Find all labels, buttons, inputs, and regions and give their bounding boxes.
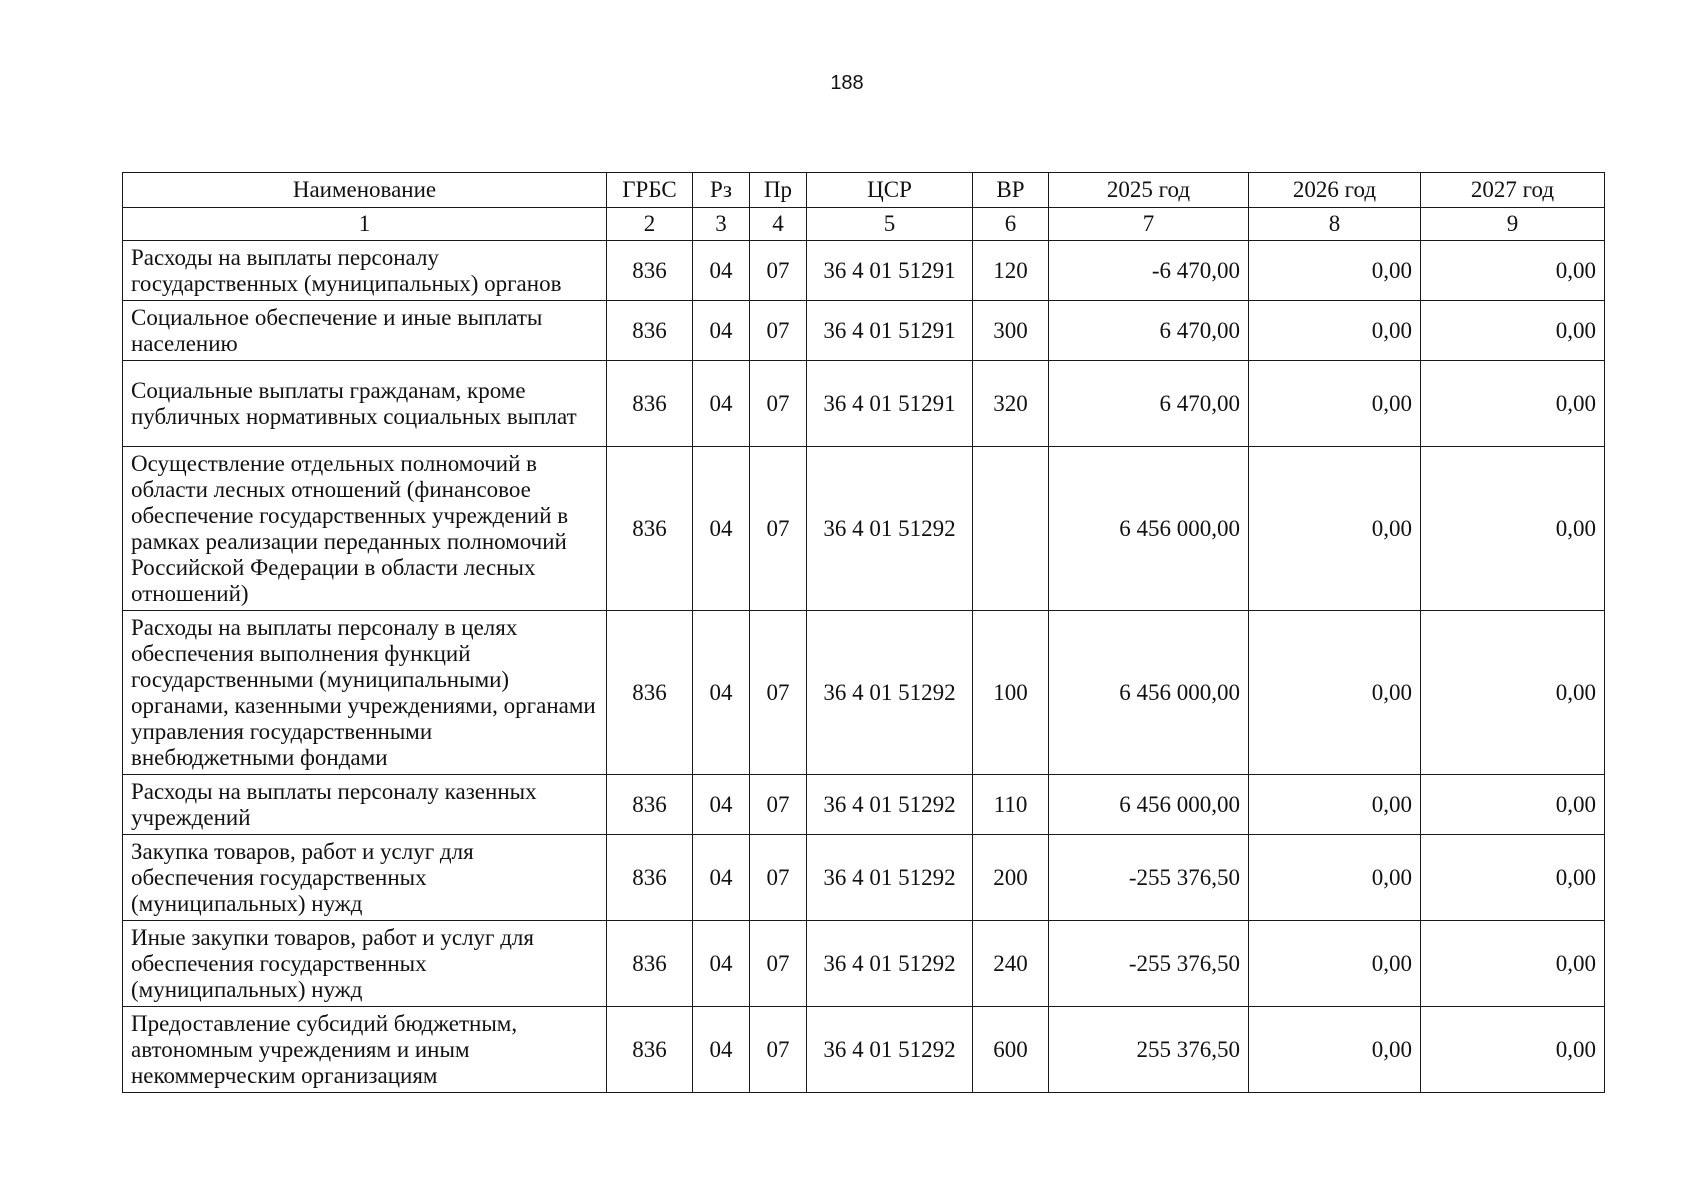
cell-csr: 36 4 01 51292	[807, 921, 973, 1007]
cell-pr: 07	[750, 361, 807, 447]
cell-rz: 04	[693, 921, 750, 1007]
cell-2027: 0,00	[1421, 1007, 1605, 1093]
header-grbs: ГРБС	[607, 173, 693, 208]
cell-rz: 04	[693, 611, 750, 775]
cell-rz: 04	[693, 361, 750, 447]
table-row	[123, 361, 1605, 447]
cell-name: Осуществление отдельных полномочий в области лесных отношений (финансовое обеспечение государственных учреждений в рамках реализации переданных полномочий Российской Федерации в области лесных отношений)	[123, 447, 607, 611]
cell-pr: 07	[750, 921, 807, 1007]
header-csr: ЦСР	[807, 173, 973, 208]
cell-2025: 6 470,00	[1049, 361, 1249, 447]
cell-vr: 110	[973, 775, 1049, 835]
column-number: 8	[1249, 208, 1421, 241]
table-row	[123, 447, 1605, 611]
cell-2026: 0,00	[1249, 611, 1421, 775]
table-body	[123, 241, 1605, 1093]
table-row	[123, 611, 1605, 775]
cell-vr: 600	[973, 1007, 1049, 1093]
cell-rz: 04	[693, 447, 750, 611]
cell-csr: 36 4 01 51292	[807, 1007, 973, 1093]
cell-2026: 0,00	[1249, 361, 1421, 447]
table-row	[123, 301, 1605, 361]
cell-2026: 0,00	[1249, 241, 1421, 301]
cell-name: Закупка товаров, работ и услуг для обеспечения государственных (муниципальных) нужд	[123, 835, 607, 921]
column-number-row	[123, 208, 1605, 241]
cell-grbs: 836	[607, 611, 693, 775]
cell-2025: 6 456 000,00	[1049, 611, 1249, 775]
header-2025: 2025 год	[1049, 173, 1249, 208]
cell-rz: 04	[693, 835, 750, 921]
table-row	[123, 921, 1605, 1007]
cell-grbs: 836	[607, 301, 693, 361]
cell-vr: 320	[973, 361, 1049, 447]
cell-pr: 07	[750, 611, 807, 775]
cell-2027: 0,00	[1421, 921, 1605, 1007]
table-row	[123, 775, 1605, 835]
header-2026: 2026 год	[1249, 173, 1421, 208]
cell-rz: 04	[693, 301, 750, 361]
cell-2025: 6 456 000,00	[1049, 775, 1249, 835]
cell-2027: 0,00	[1421, 241, 1605, 301]
cell-name: Социальные выплаты гражданам, кроме публичных нормативных социальных выплат	[123, 361, 607, 447]
cell-2026: 0,00	[1249, 301, 1421, 361]
column-number: 9	[1421, 208, 1605, 241]
cell-2027: 0,00	[1421, 361, 1605, 447]
cell-pr: 07	[750, 241, 807, 301]
cell-name: Расходы на выплаты персоналу в целях обеспечения выполнения функций государственными (муниципальными) органами, казенными учреждениями, органами управления государственными внебюджетными фондами	[123, 611, 607, 775]
cell-csr: 36 4 01 51292	[807, 835, 973, 921]
cell-rz: 04	[693, 1007, 750, 1093]
cell-2025: 6 456 000,00	[1049, 447, 1249, 611]
cell-2027: 0,00	[1421, 301, 1605, 361]
cell-vr: 120	[973, 241, 1049, 301]
cell-2025: 6 470,00	[1049, 301, 1249, 361]
cell-name: Расходы на выплаты персоналу казенных учреждений	[123, 775, 607, 835]
cell-2026: 0,00	[1249, 1007, 1421, 1093]
header-name: Наименование	[123, 173, 607, 208]
column-number: 1	[123, 208, 607, 241]
cell-2026: 0,00	[1249, 447, 1421, 611]
cell-grbs: 836	[607, 921, 693, 1007]
cell-grbs: 836	[607, 447, 693, 611]
table-row	[123, 835, 1605, 921]
cell-2025: -255 376,50	[1049, 921, 1249, 1007]
cell-2026: 0,00	[1249, 835, 1421, 921]
cell-vr: 300	[973, 301, 1049, 361]
cell-pr: 07	[750, 775, 807, 835]
header-vr: ВР	[973, 173, 1049, 208]
table-row	[123, 1007, 1605, 1093]
cell-pr: 07	[750, 835, 807, 921]
cell-grbs: 836	[607, 361, 693, 447]
page-number: 188	[830, 72, 864, 94]
cell-name: Социальное обеспечение и иные выплаты населению	[123, 301, 607, 361]
column-number: 4	[750, 208, 807, 241]
table-row	[123, 241, 1605, 301]
cell-grbs: 836	[607, 775, 693, 835]
cell-2025: 255 376,50	[1049, 1007, 1249, 1093]
cell-vr: 240	[973, 921, 1049, 1007]
header-pr: Пр	[750, 173, 807, 208]
cell-pr: 07	[750, 1007, 807, 1093]
column-number: 6	[973, 208, 1049, 241]
cell-name: Предоставление субсидий бюджетным, автономным учреждениям и иным некоммерческим организациям	[123, 1007, 607, 1093]
cell-vr: 200	[973, 835, 1049, 921]
cell-csr: 36 4 01 51292	[807, 447, 973, 611]
cell-grbs: 836	[607, 241, 693, 301]
cell-2027: 0,00	[1421, 835, 1605, 921]
column-number: 5	[807, 208, 973, 241]
cell-2025: -6 470,00	[1049, 241, 1249, 301]
column-number: 3	[693, 208, 750, 241]
cell-csr: 36 4 01 51291	[807, 301, 973, 361]
cell-name: Иные закупки товаров, работ и услуг для обеспечения государственных (муниципальных) нужд	[123, 921, 607, 1007]
column-number: 7	[1049, 208, 1249, 241]
cell-csr: 36 4 01 51292	[807, 775, 973, 835]
header-row	[123, 173, 1605, 208]
cell-csr: 36 4 01 51291	[807, 241, 973, 301]
table-header	[123, 173, 1605, 241]
cell-2027: 0,00	[1421, 775, 1605, 835]
header-rz: Рз	[693, 173, 750, 208]
cell-rz: 04	[693, 775, 750, 835]
cell-2027: 0,00	[1421, 611, 1605, 775]
cell-2025: -255 376,50	[1049, 835, 1249, 921]
header-2027: 2027 год	[1421, 173, 1605, 208]
cell-pr: 07	[750, 447, 807, 611]
cell-grbs: 836	[607, 1007, 693, 1093]
cell-grbs: 836	[607, 835, 693, 921]
cell-name: Расходы на выплаты персоналу государственных (муниципальных) органов	[123, 241, 607, 301]
cell-rz: 04	[693, 241, 750, 301]
cell-csr: 36 4 01 51292	[807, 611, 973, 775]
column-number: 2	[607, 208, 693, 241]
cell-2026: 0,00	[1249, 775, 1421, 835]
cell-2026: 0,00	[1249, 921, 1421, 1007]
cell-2027: 0,00	[1421, 447, 1605, 611]
budget-table	[122, 172, 1605, 1093]
cell-pr: 07	[750, 301, 807, 361]
cell-csr: 36 4 01 51291	[807, 361, 973, 447]
cell-vr	[973, 447, 1049, 611]
cell-vr: 100	[973, 611, 1049, 775]
